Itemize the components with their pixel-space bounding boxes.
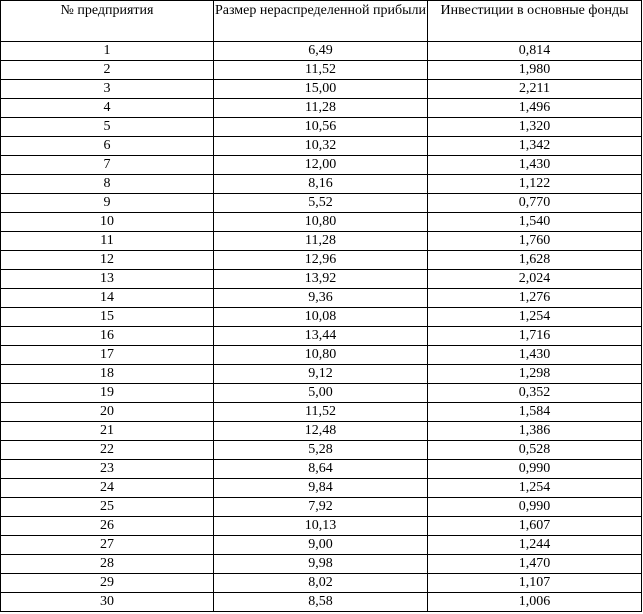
- cell-enterprise-number: 1: [1, 42, 214, 61]
- cell-retained-profit: 13,92: [214, 270, 428, 289]
- cell-enterprise-number: 9: [1, 194, 214, 213]
- header-row: [1, 1, 642, 42]
- table-row: [1, 479, 642, 498]
- cell-enterprise-number: 3: [1, 80, 214, 99]
- cell-retained-profit: 9,84: [214, 479, 428, 498]
- cell-enterprise-number: 5: [1, 118, 214, 137]
- cell-retained-profit: 10,13: [214, 517, 428, 536]
- cell-retained-profit: 10,80: [214, 213, 428, 232]
- cell-fixed-asset-investment: 1,320: [428, 118, 642, 137]
- table-row: [1, 156, 642, 175]
- cell-retained-profit: 13,44: [214, 327, 428, 346]
- cell-enterprise-number: 19: [1, 384, 214, 403]
- cell-enterprise-number: 21: [1, 422, 214, 441]
- cell-fixed-asset-investment: 1,430: [428, 346, 642, 365]
- cell-retained-profit: 5,52: [214, 194, 428, 213]
- cell-enterprise-number: 24: [1, 479, 214, 498]
- cell-enterprise-number: 16: [1, 327, 214, 346]
- table-row: [1, 517, 642, 536]
- cell-enterprise-number: 4: [1, 99, 214, 118]
- cell-enterprise-number: 14: [1, 289, 214, 308]
- cell-retained-profit: 5,28: [214, 441, 428, 460]
- table-row: [1, 403, 642, 422]
- cell-enterprise-number: 25: [1, 498, 214, 517]
- cell-retained-profit: 6,49: [214, 42, 428, 61]
- cell-retained-profit: 8,64: [214, 460, 428, 479]
- cell-fixed-asset-investment: 1,980: [428, 61, 642, 80]
- cell-enterprise-number: 29: [1, 574, 214, 593]
- cell-retained-profit: 10,08: [214, 308, 428, 327]
- header-fixed-asset-investment: Инвестиции в основные фонды: [428, 1, 642, 42]
- cell-enterprise-number: 15: [1, 308, 214, 327]
- table-row: [1, 422, 642, 441]
- cell-fixed-asset-investment: 1,470: [428, 555, 642, 574]
- cell-retained-profit: 8,58: [214, 593, 428, 612]
- cell-fixed-asset-investment: 0,528: [428, 441, 642, 460]
- cell-fixed-asset-investment: 1,254: [428, 308, 642, 327]
- cell-fixed-asset-investment: 1,298: [428, 365, 642, 384]
- table-row: [1, 61, 642, 80]
- cell-retained-profit: 9,00: [214, 536, 428, 555]
- cell-enterprise-number: 2: [1, 61, 214, 80]
- cell-retained-profit: 9,36: [214, 289, 428, 308]
- cell-retained-profit: 8,02: [214, 574, 428, 593]
- cell-fixed-asset-investment: 1,006: [428, 593, 642, 612]
- table-row: [1, 327, 642, 346]
- table-row: [1, 346, 642, 365]
- cell-fixed-asset-investment: 1,716: [428, 327, 642, 346]
- cell-fixed-asset-investment: 1,607: [428, 517, 642, 536]
- table-row: [1, 80, 642, 99]
- cell-fixed-asset-investment: 1,254: [428, 479, 642, 498]
- header-retained-profit: Размер нераспределенной прибыли: [214, 1, 428, 42]
- cell-retained-profit: 11,28: [214, 99, 428, 118]
- cell-retained-profit: 7,92: [214, 498, 428, 517]
- table-row: [1, 194, 642, 213]
- cell-fixed-asset-investment: 1,496: [428, 99, 642, 118]
- cell-retained-profit: 12,48: [214, 422, 428, 441]
- cell-retained-profit: 12,96: [214, 251, 428, 270]
- cell-retained-profit: 10,80: [214, 346, 428, 365]
- table-row: [1, 460, 642, 479]
- cell-enterprise-number: 22: [1, 441, 214, 460]
- cell-fixed-asset-investment: 1,386: [428, 422, 642, 441]
- cell-fixed-asset-investment: 0,352: [428, 384, 642, 403]
- cell-fixed-asset-investment: 1,628: [428, 251, 642, 270]
- cell-retained-profit: 12,00: [214, 156, 428, 175]
- cell-enterprise-number: 18: [1, 365, 214, 384]
- cell-enterprise-number: 27: [1, 536, 214, 555]
- cell-fixed-asset-investment: 1,540: [428, 213, 642, 232]
- table-row: [1, 555, 642, 574]
- cell-enterprise-number: 17: [1, 346, 214, 365]
- cell-enterprise-number: 26: [1, 517, 214, 536]
- table-row: [1, 175, 642, 194]
- table-row: [1, 118, 642, 137]
- cell-enterprise-number: 10: [1, 213, 214, 232]
- cell-enterprise-number: 8: [1, 175, 214, 194]
- cell-fixed-asset-investment: 1,584: [428, 403, 642, 422]
- cell-retained-profit: 10,56: [214, 118, 428, 137]
- cell-fixed-asset-investment: 0,814: [428, 42, 642, 61]
- cell-fixed-asset-investment: 2,024: [428, 270, 642, 289]
- cell-fixed-asset-investment: 0,990: [428, 498, 642, 517]
- cell-retained-profit: 11,52: [214, 403, 428, 422]
- table-row: [1, 308, 642, 327]
- cell-enterprise-number: 28: [1, 555, 214, 574]
- cell-fixed-asset-investment: 0,990: [428, 460, 642, 479]
- cell-enterprise-number: 23: [1, 460, 214, 479]
- cell-enterprise-number: 11: [1, 232, 214, 251]
- cell-retained-profit: 5,00: [214, 384, 428, 403]
- cell-fixed-asset-investment: 1,760: [428, 232, 642, 251]
- cell-enterprise-number: 6: [1, 137, 214, 156]
- table-row: [1, 365, 642, 384]
- cell-fixed-asset-investment: 1,276: [428, 289, 642, 308]
- cell-fixed-asset-investment: 1,244: [428, 536, 642, 555]
- cell-enterprise-number: 13: [1, 270, 214, 289]
- table-row: [1, 384, 642, 403]
- cell-retained-profit: 9,12: [214, 365, 428, 384]
- cell-enterprise-number: 20: [1, 403, 214, 422]
- table-row: [1, 498, 642, 517]
- cell-fixed-asset-investment: 0,770: [428, 194, 642, 213]
- cell-fixed-asset-investment: 1,107: [428, 574, 642, 593]
- cell-enterprise-number: 12: [1, 251, 214, 270]
- table-row: [1, 251, 642, 270]
- table-row: [1, 137, 642, 156]
- cell-retained-profit: 9,98: [214, 555, 428, 574]
- cell-fixed-asset-investment: 1,342: [428, 137, 642, 156]
- cell-retained-profit: 11,28: [214, 232, 428, 251]
- cell-fixed-asset-investment: 1,430: [428, 156, 642, 175]
- table-row: [1, 574, 642, 593]
- table-row: [1, 213, 642, 232]
- header-enterprise-number: № предприятия: [1, 1, 214, 42]
- table-row: [1, 536, 642, 555]
- cell-retained-profit: 8,16: [214, 175, 428, 194]
- cell-retained-profit: 15,00: [214, 80, 428, 99]
- table-row: [1, 593, 642, 612]
- cell-enterprise-number: 30: [1, 593, 214, 612]
- table-row: [1, 42, 642, 61]
- cell-fixed-asset-investment: 1,122: [428, 175, 642, 194]
- cell-retained-profit: 11,52: [214, 61, 428, 80]
- table-row: [1, 289, 642, 308]
- cell-enterprise-number: 7: [1, 156, 214, 175]
- table-row: [1, 441, 642, 460]
- table-row: [1, 270, 642, 289]
- table-row: [1, 99, 642, 118]
- table-row: [1, 232, 642, 251]
- cell-fixed-asset-investment: 2,211: [428, 80, 642, 99]
- cell-retained-profit: 10,32: [214, 137, 428, 156]
